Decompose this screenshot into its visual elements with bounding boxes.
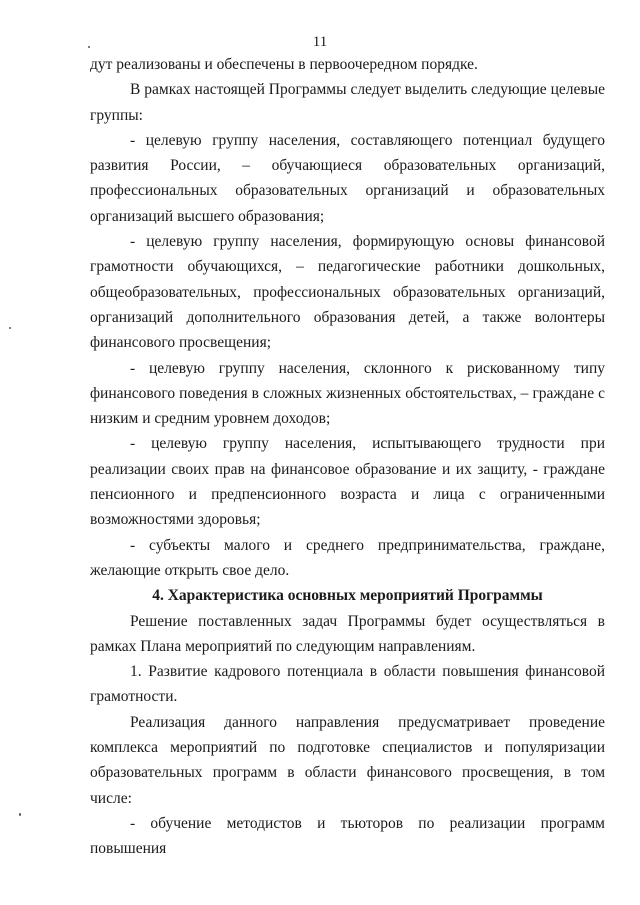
paragraph-target-groups-intro: В рамках настоящей Программы следует выделить следующие целевые группы: — [90, 81, 605, 124]
scan-speck — [88, 46, 90, 48]
list-item-students: - целевую группу населения, составляющего потенциал будущего развития России, – обучающиеся образовательных организаций, профессиональных образовательных организаций и образовательных организаций высшего образования; — [90, 131, 605, 225]
list-item-teachers: - целевую группу населения, формирующую основы финансовой грамотности обучающихся, – педагогические работники дошкольных, общеобразовательных, профессиональных образовательных организаций, организаций дополнительного образования детей, а также волонтеры финансового просвещения; — [90, 233, 605, 352]
section-heading: 4. Характеристика основных мероприятий Программы — [152, 587, 543, 605]
paragraph-implementation: Реализация данного направления предусматривает проведение комплекса мероприятий по подготовке специалистов и популяризации образовательных программ в области финансового просвещения, в том числе: — [90, 713, 605, 807]
scan-speck — [9, 327, 11, 329]
list-item-entrepreneurs: - субъекты малого и среднего предпринимательства, граждане, желающие открыть свое дело. — [90, 536, 605, 579]
page-number: 11 — [312, 34, 328, 50]
list-item-methodists: - обучение методистов и тьюторов по реализации программ повышения — [90, 814, 605, 858]
paragraph-plan: Решение поставленных задач Программы будет осуществляться в рамках Плана мероприятий по следующим направлениям. — [90, 612, 605, 655]
paragraph-continuation: дут реализованы и обеспечены в первоочередном порядке. — [90, 56, 478, 73]
paragraph-direction-1: 1. Развитие кадрового потенциала в области повышения финансовой грамотности. — [90, 663, 605, 706]
scan-speck — [19, 813, 21, 816]
body-text — [90, 52, 605, 862]
list-item-pensioners: - целевую группу населения, испытывающего трудности при реализации своих прав на финансовое образование и их защиту, - граждане пенсионного и предпенсионного возраста и лица с ограниченными возможностями здоровья; — [90, 435, 605, 529]
list-item-low-income: - целевую группу населения, склонного к рискованному типу финансового поведения в сложных жизненных обстоятельствах, – граждане с низким и средним уровнем доходов; — [90, 359, 605, 428]
